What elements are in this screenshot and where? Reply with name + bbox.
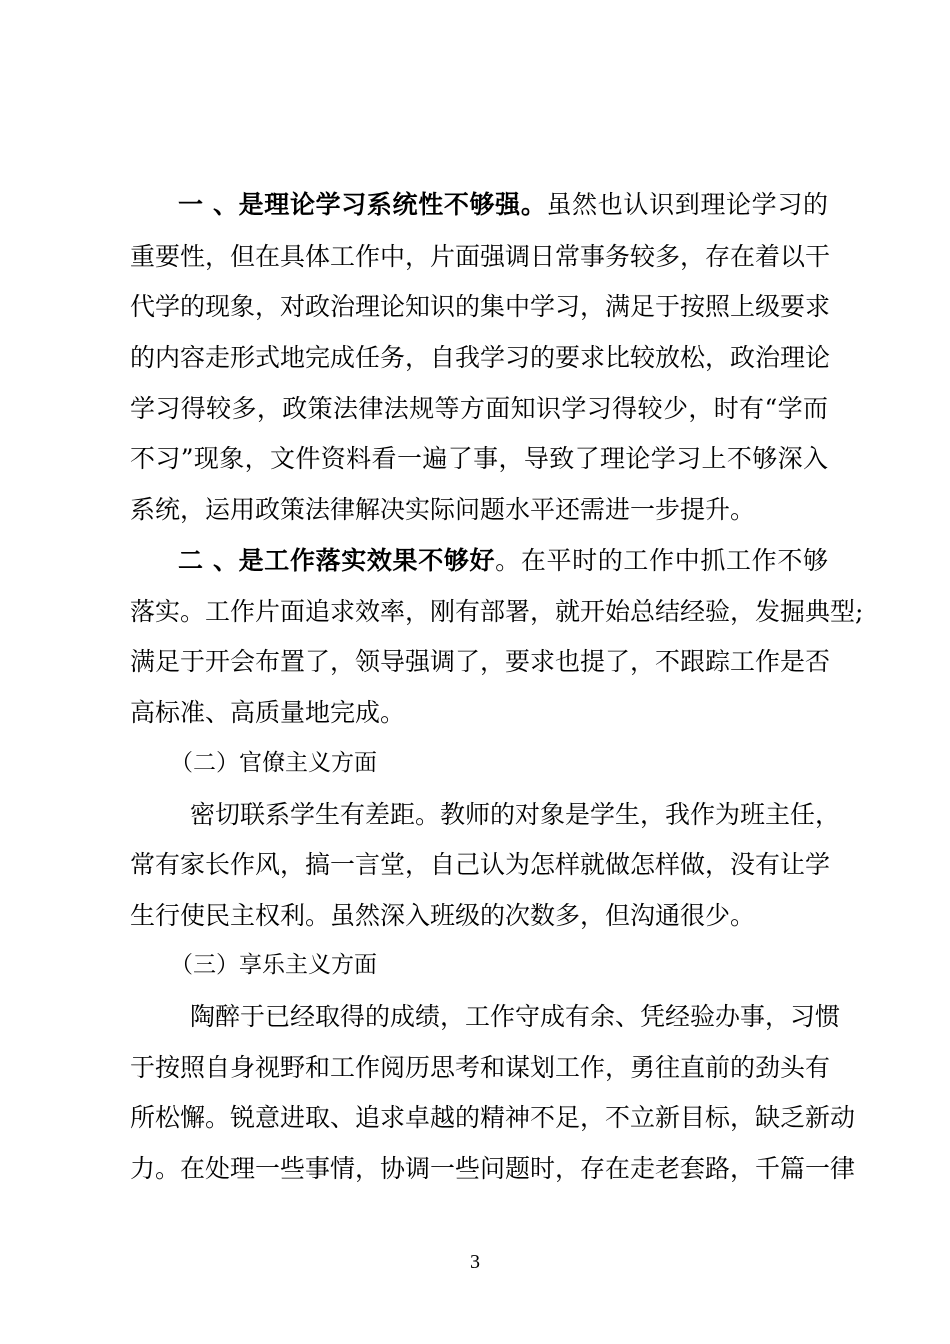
section-heading: （三）享乐主义方面 [170,952,377,978]
paragraph-line: 重要性，但在具体工作中，片面强调日常事务较多，存在着以干 [130,242,831,271]
paragraph-line: 不习”现象，文件资料看一遍了事，导致了理论学习上不够深入 [130,444,828,473]
paragraph-line: 常有家长作风，搞一言堂，自己认为怎样就做怎样做，没有让学 [130,850,831,879]
paragraph-line: 所松懈。锐意进取、追求卓越的精神不足，不立新目标，缺乏新动 [130,1103,856,1132]
paragraph-line: 代学的现象，对政治理论知识的集中学习，满足于按照上级要求 [130,292,831,321]
paragraph-line [178,189,828,221]
page-number: 3 [470,1251,480,1273]
paragraph-line [178,545,828,577]
paragraph-line: 满足于开会布置了，领导强调了，要求也提了，不跟踪工作是否 [130,647,831,676]
paragraph-text: 虽然也认识到理论学习的 [546,190,828,219]
paragraph-text: 。在平时的工作中抓工作不够 [495,546,828,575]
paragraph-line: 落实。工作片面追求效率，刚有部署，就开始总结经验，发掘典型; [130,597,864,626]
paragraph-line: 的内容走形式地完成任务，自我学习的要求比较放松，政治理论 [130,343,831,372]
paragraph-line: 系统，运用政策法律解决实际问题水平还需进一步提升。 [130,495,756,524]
paragraph-line: 高标准、高质量地完成。 [130,698,406,727]
paragraph-lead: 一 、是理论学习系统性不够强。 [178,190,547,219]
paragraph-line: 陶醉于已经取得的成绩，工作守成有余、凭经验办事，习惯 [190,1002,841,1031]
paragraph-line: 密切联系学生有差距。教师的对象是学生，我作为班主任， [190,800,841,829]
section-heading: （二）官僚主义方面 [170,750,377,776]
paragraph-line: 力。在处理一些事情，协调一些问题时，存在走老套路，千篇一律 [130,1154,856,1183]
paragraph-line: 学习得较多，政策法律法规等方面知识学习得较少，时有“学而 [130,394,828,423]
paragraph-lead: 二 、是工作落实效果不够好 [178,546,496,575]
paragraph-line: 生行使民主权利。虽然深入班级的次数多，但沟通很少。 [130,901,756,930]
paragraph-line: 于按照自身视野和工作阅历思考和谋划工作，勇往直前的劲头有 [130,1053,831,1082]
